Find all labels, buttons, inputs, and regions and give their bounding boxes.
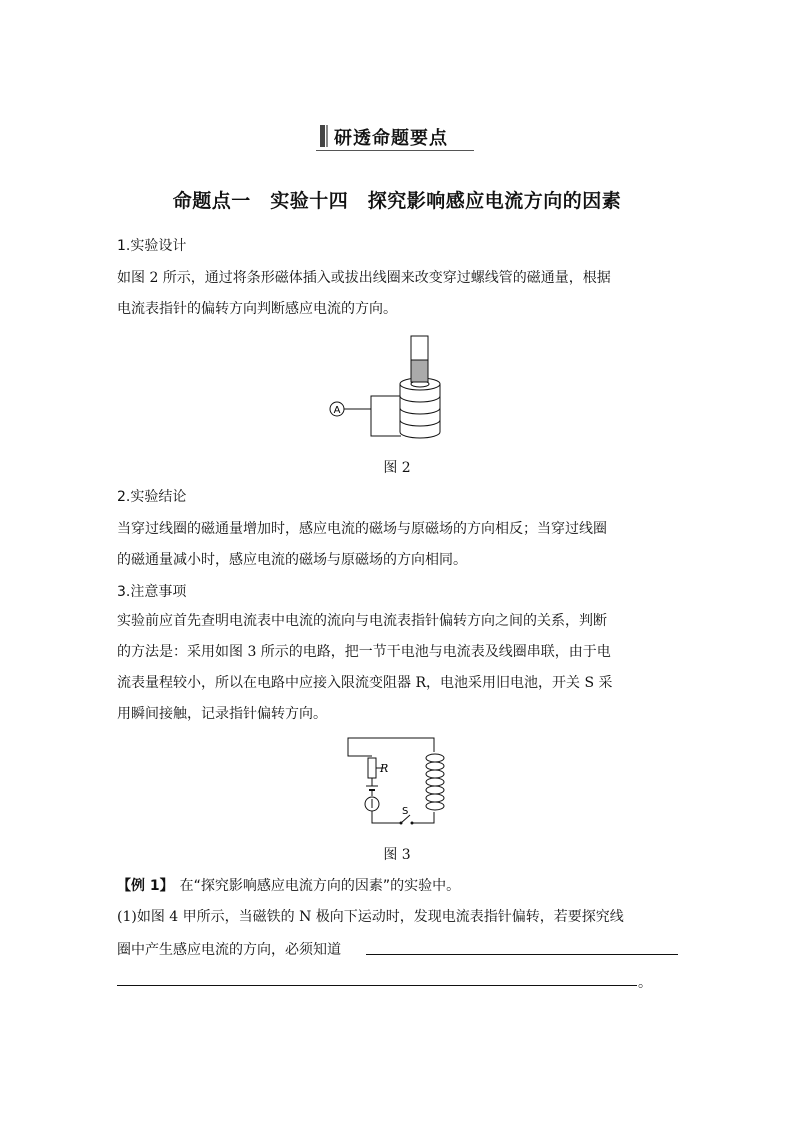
section-banner <box>316 123 474 151</box>
banner-bar-icon <box>320 125 325 147</box>
section-1-line-1: 如图 2 所示，通过将条形磁体插入或拔出线圈来改变穿过螺线管的磁通量，根据 <box>117 270 611 286</box>
figure-2-diagram <box>325 332 465 444</box>
section-3-line-1: 实验前应首先查明电流表中电流的流向与电流表指针偏转方向之间的关系，判断 <box>117 613 607 629</box>
bar-magnet-icon <box>411 336 428 382</box>
figure-3-caption: 图 3 <box>383 847 411 863</box>
coil-icon <box>426 754 444 810</box>
section-3-title: 3.注意事项 <box>117 584 187 600</box>
section-3-line-4: 用瞬间接触，记录指针偏转方向。 <box>117 706 327 722</box>
figure-2-caption: 图 2 <box>383 460 411 476</box>
resistor-label: R <box>380 762 389 775</box>
answer-blank-line-1[interactable] <box>366 954 678 955</box>
figure-3-circuit <box>340 734 460 830</box>
example-1 <box>117 871 679 902</box>
section-3-line-3: 流表量程较小，所以在电路中应接入限流变阻器 R，电池采用旧电池，开关 S 采 <box>117 675 613 691</box>
banner-bar-thin-icon <box>326 125 328 147</box>
section-1-line-2: 电流表指针的偏转方向判断感应电流的方向。 <box>117 301 397 317</box>
switch-label: S <box>402 806 409 817</box>
solenoid-icon <box>400 378 440 438</box>
question-1-line-2: 圈中产生感应电流的方向，必须知道 <box>117 942 341 958</box>
example-tag: 【例 1】 <box>117 878 174 894</box>
section-1-title: 1.实验设计 <box>117 238 187 254</box>
resistor-icon <box>368 758 376 778</box>
page-heading: 命题点一 实验十四 探究影响感应电流方向的因素 <box>172 190 622 212</box>
question-end-mark: 。 <box>638 975 652 991</box>
section-2-line-2: 的磁通量减小时，感应电流的磁场与原磁场的方向相同。 <box>117 552 467 568</box>
section-2-title: 2.实验结论 <box>117 489 187 505</box>
ammeter-label: A <box>333 405 341 416</box>
question-1-line-1: (1)如图 4 甲所示，当磁铁的 N 极向下运动时，发现电流表指针偏转，若要探究线 <box>117 909 624 925</box>
answer-blank-line-2[interactable] <box>117 985 637 986</box>
example-text: 在“探究影响感应电流方向的因素”的实验中。 <box>179 878 461 894</box>
section-2-line-1: 当穿过线圈的磁通量增加时，感应电流的磁场与原磁场的方向相反；当穿过线圈 <box>117 521 607 537</box>
banner-title: 研透命题要点 <box>334 128 448 149</box>
section-3-line-2: 的方法是：采用如图 3 所示的电路，把一节干电池与电流表及线圈串联，由于电 <box>117 644 611 660</box>
